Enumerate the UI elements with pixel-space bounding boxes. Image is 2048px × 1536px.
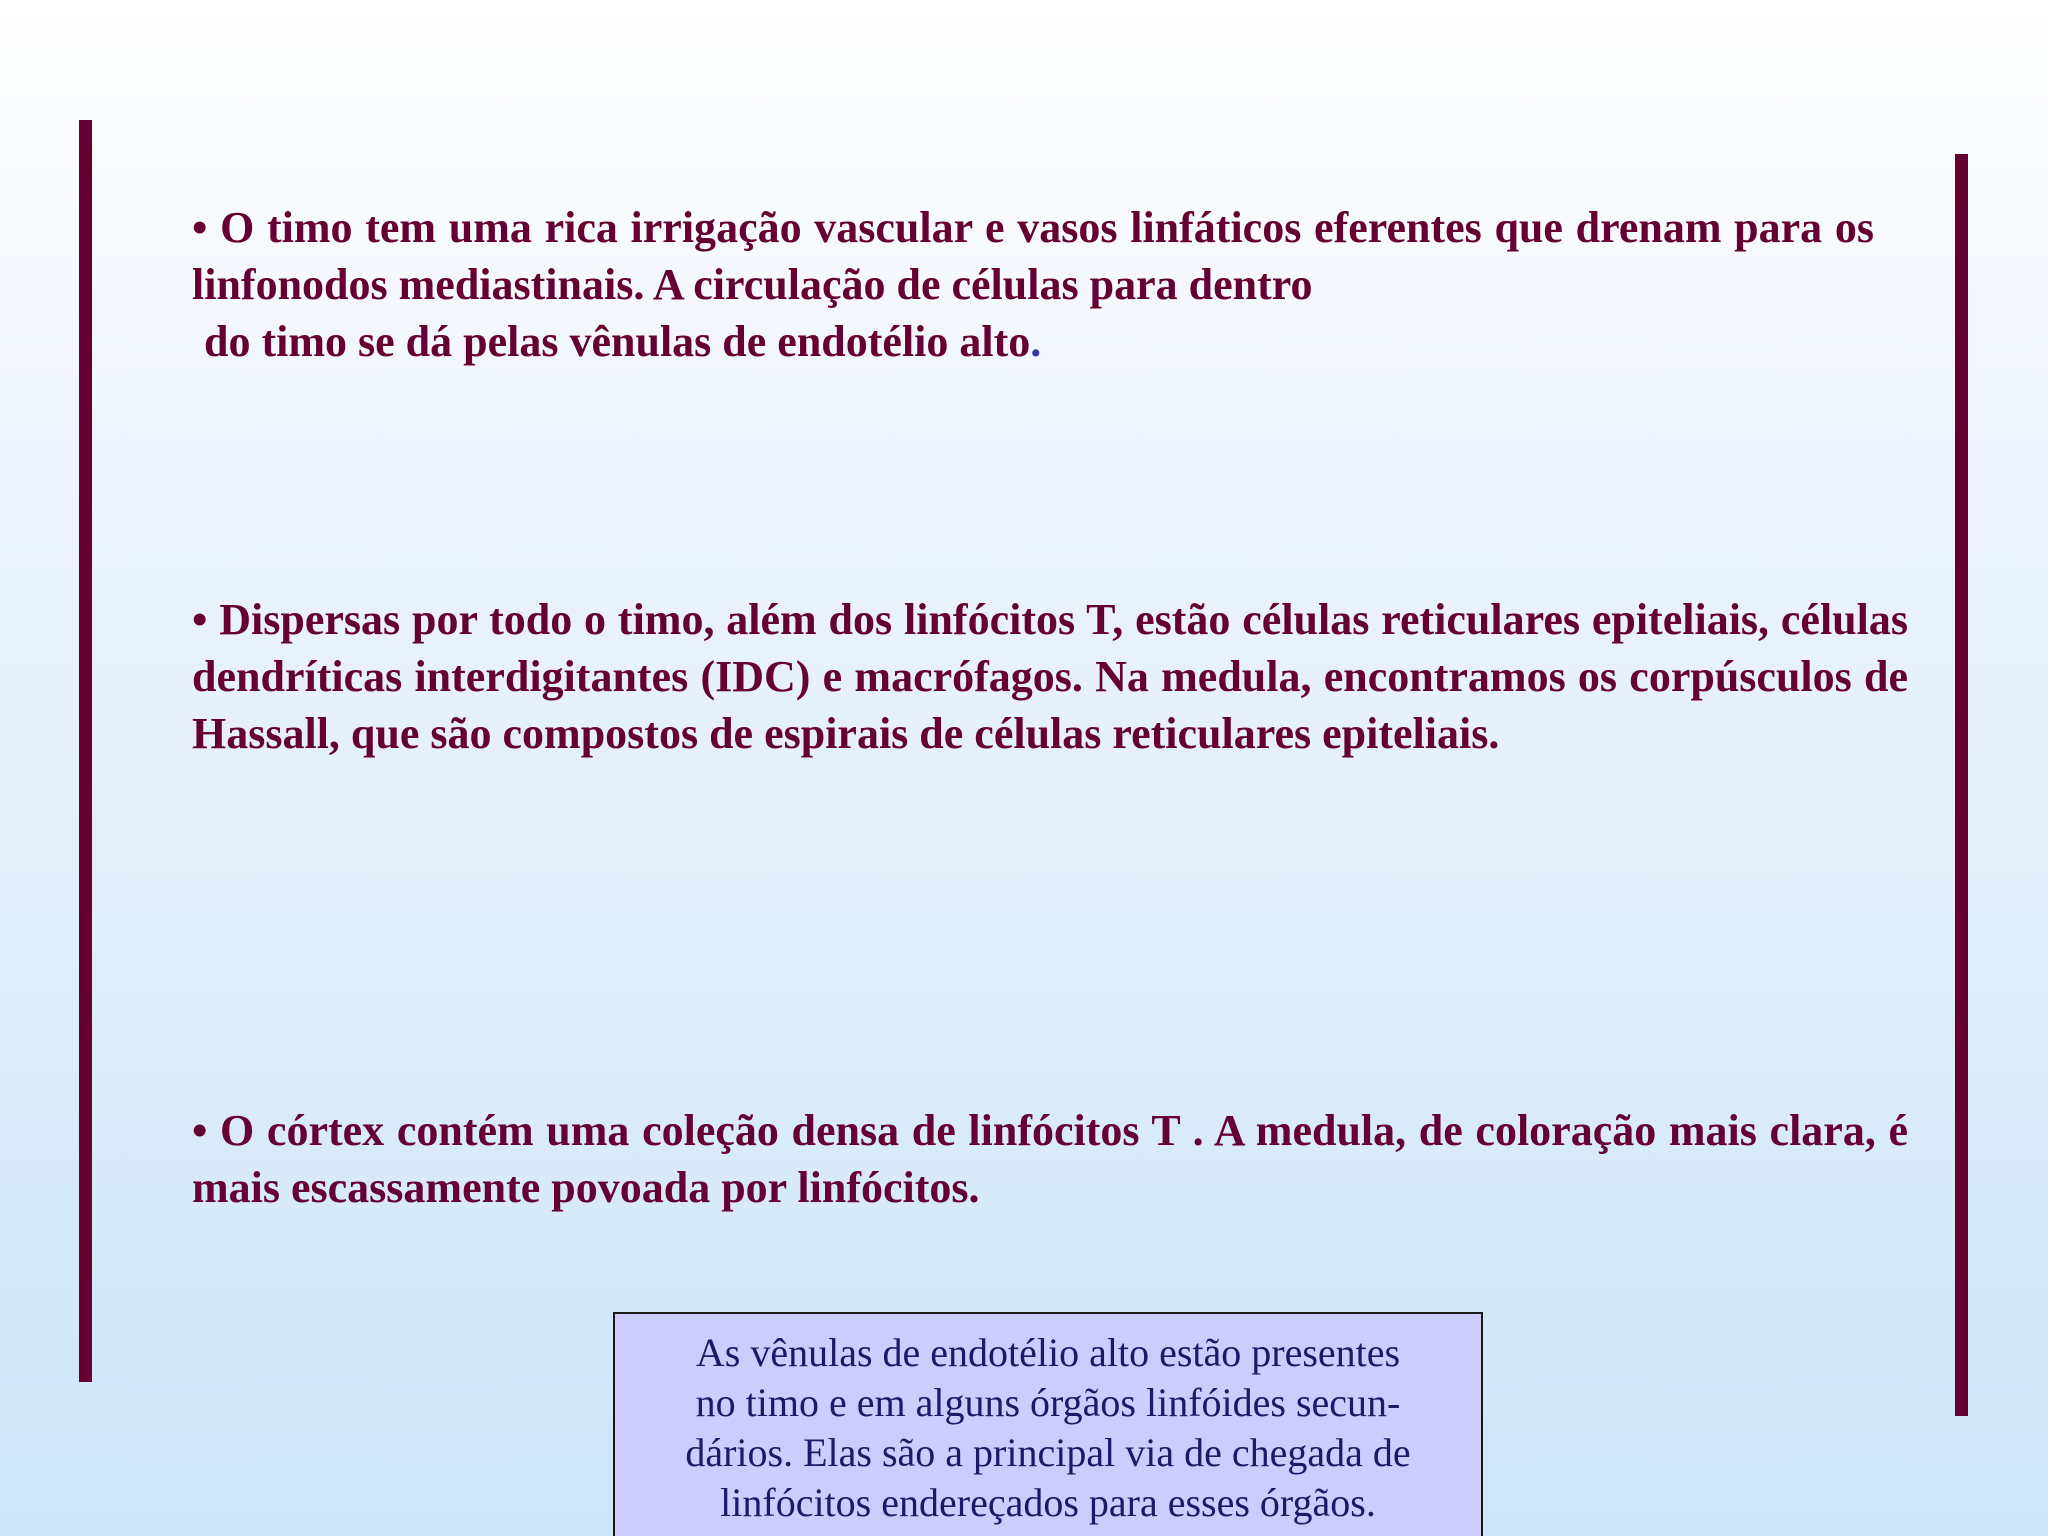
note-line-2: no timo e em alguns órgãos linfóides secun-: [695, 1380, 1401, 1425]
note-line-4: linfócitos endereçados para esses órgãos.: [720, 1480, 1376, 1525]
bullet-1-line-1: • O timo tem uma rica irrigação vascular e vasos linfáticos eferentes que drenam para os linfonodos mediastinais. A circulação de células para dentro: [192, 203, 1874, 309]
bullet-1-end-dot: .: [1030, 317, 1042, 366]
right-accent-bar: [1955, 154, 1968, 1416]
note-line-3: dários. Elas são a principal via de chegada de: [685, 1430, 1411, 1475]
bullet-thymus-irrigation: [192, 199, 1874, 370]
bullet-1-line-2: do timo se dá pelas vênulas de endotélio alto: [204, 317, 1031, 366]
bullet-cortex-medulla: • O córtex contém uma coleção densa de linfócitos T . A medula, de coloração mais clara, é mais escassamente povoada por linfócitos.: [192, 1106, 1908, 1212]
bullet-thymus-cells: • Dispersas por todo o timo, além dos linfócitos T, estão células reticulares epiteliais, células dendríticas interdigitantes (IDC) e macrófagos. Na medula, encontramos os corpúsculos de Hassall, que são compostos de espirais de células reticulares epiteliais.: [192, 595, 1908, 758]
note-box-venules: [613, 1312, 1483, 1536]
note-line-1: As vênulas de endotélio alto estão presentes: [695, 1330, 1401, 1375]
left-accent-bar: [79, 120, 92, 1382]
